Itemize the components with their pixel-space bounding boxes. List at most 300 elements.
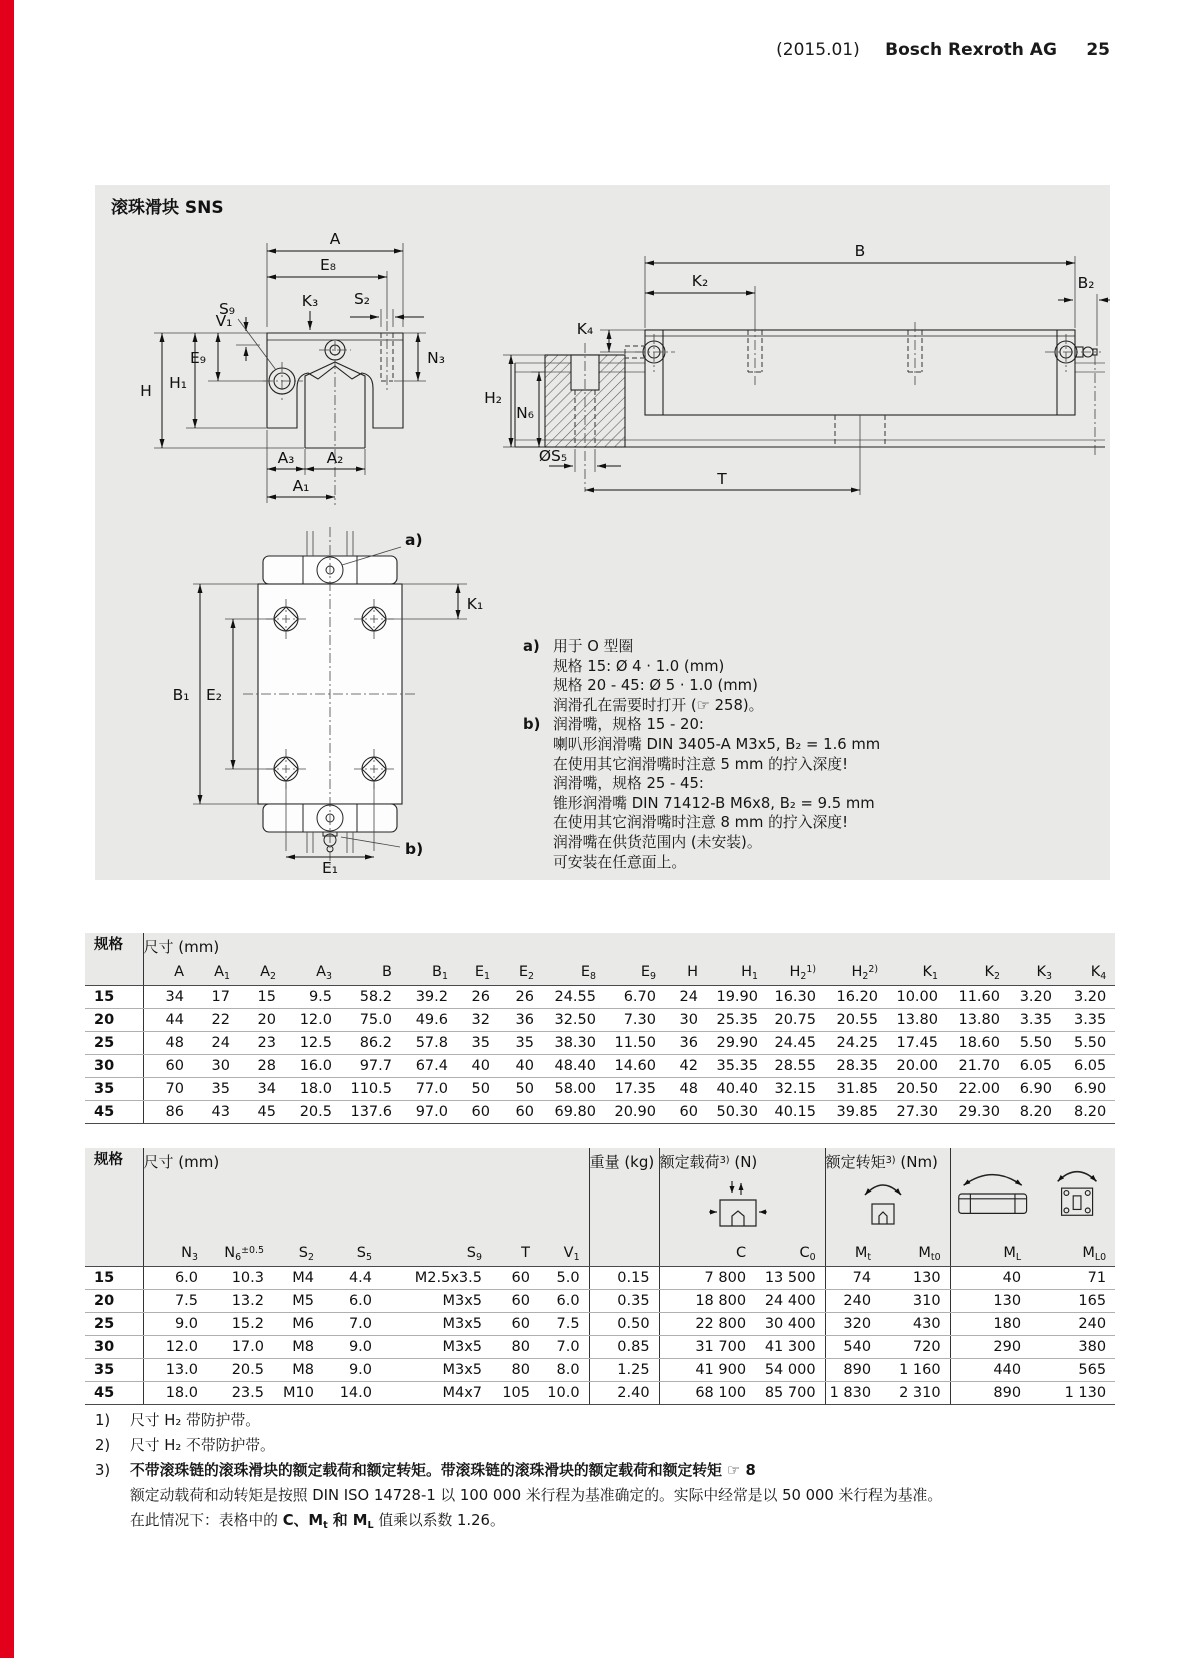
- value-cell: 7.30: [605, 1009, 665, 1032]
- value-cell: 60: [499, 1101, 543, 1124]
- ratings-table: [85, 1148, 1115, 1405]
- note-b-line: 锥形润滑嘴 DIN 71412-B M6x8, B₂ = 9.5 mm: [553, 794, 875, 812]
- torque-group-header: 额定转矩$^{3)}$ (Nm): [825, 1148, 950, 1240]
- dim-label-E1: E₁: [321, 859, 339, 877]
- size-cell: 25: [85, 1032, 143, 1055]
- value-cell: 39.85: [825, 1101, 887, 1124]
- column-header: $N_3$: [143, 1240, 207, 1267]
- value-cell: 24: [193, 1032, 239, 1055]
- value-cell: 48: [143, 1032, 193, 1055]
- size-cell: 30: [85, 1336, 143, 1359]
- value-cell: 18.0: [285, 1078, 341, 1101]
- note-a-line: 用于 O 型圈: [553, 638, 634, 655]
- note-a: [523, 637, 1098, 715]
- value-cell: 35: [499, 1032, 543, 1055]
- value-cell: 32: [457, 1009, 499, 1032]
- column-header: $H_2^{1)}$: [767, 959, 825, 986]
- value-cell: 3.20: [1009, 986, 1061, 1009]
- value-cell: 41 900: [659, 1359, 755, 1382]
- note-b-line: 在使用其它润滑嘴时注意 5 mm 的拧入深度!: [553, 755, 849, 773]
- dim-label-A2: A₂: [326, 449, 344, 467]
- value-cell: 18.60: [947, 1032, 1009, 1055]
- footnotes: [95, 1408, 1110, 1533]
- value-cell: 21.70: [947, 1055, 1009, 1078]
- value-cell: 48: [665, 1078, 707, 1101]
- column-header: $A_2$: [239, 959, 285, 986]
- value-cell: 20.90: [605, 1101, 665, 1124]
- value-cell: 9.0: [323, 1336, 381, 1359]
- column-header: $S_9$: [381, 1240, 491, 1267]
- value-cell: 10.0: [539, 1382, 589, 1405]
- value-cell: 45: [239, 1101, 285, 1124]
- value-cell: M3x5: [381, 1313, 491, 1336]
- table-row: [85, 1382, 1115, 1405]
- value-cell: 50.30: [707, 1101, 767, 1124]
- size-col-header: 规格: [85, 1148, 143, 1240]
- value-cell: 40.40: [707, 1078, 767, 1101]
- dim-label-A1: A₁: [292, 477, 310, 495]
- dim-table-column-headers: [85, 959, 1115, 986]
- value-cell: 110.5: [341, 1078, 401, 1101]
- load-direction-icon: [707, 1178, 769, 1234]
- value-cell: 6.05: [1009, 1055, 1061, 1078]
- dimensions-table: [85, 933, 1115, 1124]
- value-cell: 9.5: [285, 986, 341, 1009]
- value-cell: 13.2: [207, 1290, 273, 1313]
- value-cell: 28.35: [825, 1055, 887, 1078]
- value-cell: 2.40: [589, 1382, 659, 1405]
- value-cell: M4: [273, 1267, 323, 1290]
- value-cell: 36: [499, 1009, 543, 1032]
- column-header: $V_1$: [539, 1240, 589, 1267]
- value-cell: 6.70: [605, 986, 665, 1009]
- value-cell: 1.25: [589, 1359, 659, 1382]
- table-row: [85, 1336, 1115, 1359]
- value-cell: 4.4: [323, 1267, 381, 1290]
- footnote-1-marker: 1): [95, 1412, 111, 1429]
- torque-ml-group: [950, 1148, 1115, 1240]
- value-cell: 26: [499, 986, 543, 1009]
- load-group-header: 额定载荷$^{3)}$ (N): [659, 1148, 825, 1240]
- value-cell: 97.0: [401, 1101, 457, 1124]
- value-cell: 58.00: [543, 1078, 605, 1101]
- footnote-3: 3) 不带滚珠链的滚珠滑块的额定载荷和额定转矩。带滚珠链的滚珠滑块的额定载荷和额定转矩 ☞ 8: [95, 1458, 1110, 1483]
- value-cell: 35: [193, 1078, 239, 1101]
- value-cell: 24: [665, 986, 707, 1009]
- value-cell: 60: [143, 1055, 193, 1078]
- note-b-line: 喇叭形润滑嘴 DIN 3405-A M3x5, B₂ = 1.6 mm: [553, 735, 881, 753]
- value-cell: 8.20: [1009, 1101, 1061, 1124]
- note-b-line: 润滑嘴在供货范围内 (未安装)。: [553, 833, 762, 851]
- value-cell: 12.5: [285, 1032, 341, 1055]
- value-cell: 10.00: [887, 986, 947, 1009]
- header-brand: Bosch Rexroth AG: [885, 40, 1057, 60]
- column-header: $B_1$: [401, 959, 457, 986]
- column-header: $M_t$: [825, 1240, 880, 1267]
- column-header: B: [341, 959, 401, 986]
- column-header: $E_1$: [457, 959, 499, 986]
- value-cell: 5.50: [1061, 1032, 1115, 1055]
- value-cell: 25.35: [707, 1009, 767, 1032]
- value-cell: 70: [143, 1078, 193, 1101]
- column-header: C: [659, 1240, 755, 1267]
- value-cell: 7.0: [539, 1336, 589, 1359]
- value-cell: 80: [491, 1359, 539, 1382]
- value-cell: 15.2: [207, 1313, 273, 1336]
- column-header: $S_2$: [273, 1240, 323, 1267]
- side-view-drawing: [475, 200, 1110, 500]
- value-cell: 40: [950, 1267, 1030, 1290]
- value-cell: 60: [491, 1267, 539, 1290]
- torque-ml0-icon: [1048, 1164, 1106, 1220]
- value-cell: 23.5: [207, 1382, 273, 1405]
- drawing-panel: [95, 185, 1110, 880]
- value-cell: 130: [950, 1290, 1030, 1313]
- column-header: $A_1$: [193, 959, 239, 986]
- dim-label-H1: H₁: [169, 374, 187, 392]
- footnote-1: 1) 尺寸 H₂ 带防护带。: [95, 1408, 1110, 1433]
- value-cell: 42: [665, 1055, 707, 1078]
- footnote-3-cont: 额定动载荷和动转矩是按照 DIN ISO 14728-1 以 100 000 米行程为基准确定的。实际中经常是以 50 000 米行程为基准。: [130, 1487, 943, 1504]
- value-cell: 1 830: [825, 1382, 880, 1405]
- value-cell: 16.0: [285, 1055, 341, 1078]
- value-cell: M4x7: [381, 1382, 491, 1405]
- value-cell: 6.90: [1009, 1078, 1061, 1101]
- value-cell: 29.90: [707, 1032, 767, 1055]
- value-cell: M2.5x3.5: [381, 1267, 491, 1290]
- value-cell: 3.35: [1061, 1009, 1115, 1032]
- value-cell: 14.0: [323, 1382, 381, 1405]
- column-header: [589, 1240, 659, 1267]
- size-cell: 15: [85, 1267, 143, 1290]
- column-header: $C_0$: [755, 1240, 825, 1267]
- value-cell: 0.15: [589, 1267, 659, 1290]
- value-cell: 28.55: [767, 1055, 825, 1078]
- value-cell: 20.00: [887, 1055, 947, 1078]
- note-a-line: 规格 20 - 45: Ø 5 · 1.0 (mm): [553, 677, 758, 695]
- value-cell: 9.0: [323, 1359, 381, 1382]
- value-cell: 7.5: [143, 1290, 207, 1313]
- value-cell: 20.75: [767, 1009, 825, 1032]
- value-cell: 22 800: [659, 1313, 755, 1336]
- value-cell: 17.0: [207, 1336, 273, 1359]
- value-cell: 60: [457, 1101, 499, 1124]
- column-header: $A_3$: [285, 959, 341, 986]
- dim-label-E8: E₈: [319, 256, 337, 274]
- column-header: $K_4$: [1061, 959, 1115, 986]
- table-row: [85, 1055, 1115, 1078]
- value-cell: M3x5: [381, 1336, 491, 1359]
- size-cell: 20: [85, 1009, 143, 1032]
- size-cell: 30: [85, 1055, 143, 1078]
- value-cell: 11.50: [605, 1032, 665, 1055]
- value-cell: M6: [273, 1313, 323, 1336]
- value-cell: 8.0: [539, 1359, 589, 1382]
- value-cell: M5: [273, 1290, 323, 1313]
- value-cell: 137.6: [341, 1101, 401, 1124]
- value-cell: 3.20: [1061, 986, 1115, 1009]
- dim-label-E9: E₉: [189, 349, 207, 367]
- value-cell: 165: [1030, 1290, 1115, 1313]
- dim-label-S9: S₉: [218, 300, 236, 318]
- value-cell: 40.15: [767, 1101, 825, 1124]
- red-edge-stripe: [0, 0, 14, 1658]
- note-b-line: 可安装在任意面上。: [553, 853, 687, 871]
- front-view-drawing: [100, 213, 520, 513]
- value-cell: 380: [1030, 1336, 1115, 1359]
- value-cell: 74: [825, 1267, 880, 1290]
- note-b: [523, 715, 1098, 872]
- callout-a-label: a): [405, 531, 423, 549]
- column-header: $K_2$: [947, 959, 1009, 986]
- table-row: [85, 1290, 1115, 1313]
- value-cell: 320: [825, 1313, 880, 1336]
- value-cell: 32.15: [767, 1078, 825, 1101]
- value-cell: 24 400: [755, 1290, 825, 1313]
- value-cell: 97.7: [341, 1055, 401, 1078]
- value-cell: 24.45: [767, 1032, 825, 1055]
- table-row: [85, 1101, 1115, 1124]
- torque-ml-icon: [951, 1168, 1034, 1220]
- header-date: (2015.01): [776, 40, 860, 60]
- column-header: $K_3$: [1009, 959, 1061, 986]
- dim-label-K2: K₂: [691, 272, 709, 290]
- value-cell: 0.50: [589, 1313, 659, 1336]
- value-cell: 12.0: [285, 1009, 341, 1032]
- value-cell: 18.0: [143, 1382, 207, 1405]
- value-cell: 20.55: [825, 1009, 887, 1032]
- column-header: $S_5$: [323, 1240, 381, 1267]
- value-cell: 15: [239, 986, 285, 1009]
- value-cell: 75.0: [341, 1009, 401, 1032]
- footnote-2-marker: 2): [95, 1437, 111, 1454]
- footnote-3-marker: 3): [95, 1462, 111, 1479]
- value-cell: 6.0: [323, 1290, 381, 1313]
- figure-notes: [523, 637, 1098, 872]
- value-cell: 20.5: [285, 1101, 341, 1124]
- table-row: [85, 1359, 1115, 1382]
- value-cell: 30: [665, 1009, 707, 1032]
- value-cell: 71: [1030, 1267, 1115, 1290]
- value-cell: 16.20: [825, 986, 887, 1009]
- note-a-label: a): [523, 638, 540, 655]
- value-cell: 50: [457, 1078, 499, 1101]
- dim-label-S2: S₂: [353, 290, 371, 308]
- ratings-table-band: [85, 1148, 1115, 1240]
- dim-label-K1: K₁: [466, 595, 484, 613]
- dim-label-A: A: [329, 230, 341, 248]
- value-cell: 17.35: [605, 1078, 665, 1101]
- dim-label-N6: N₆: [516, 404, 534, 422]
- value-cell: 19.90: [707, 986, 767, 1009]
- column-header: $E_2$: [499, 959, 543, 986]
- value-cell: 34: [143, 986, 193, 1009]
- table-row: [85, 1032, 1115, 1055]
- value-cell: 5.0: [539, 1267, 589, 1290]
- value-cell: 41 300: [755, 1336, 825, 1359]
- column-header: $E_9$: [605, 959, 665, 986]
- value-cell: 58.2: [341, 986, 401, 1009]
- table-row: [85, 1078, 1115, 1101]
- dim-label-H: H: [140, 382, 152, 400]
- value-cell: 36: [665, 1032, 707, 1055]
- value-cell: 30: [193, 1055, 239, 1078]
- size-cell: 15: [85, 986, 143, 1009]
- value-cell: 310: [880, 1290, 950, 1313]
- value-cell: 6.0: [539, 1290, 589, 1313]
- value-cell: 1 160: [880, 1359, 950, 1382]
- value-cell: 130: [880, 1267, 950, 1290]
- dim-label-N3: N₃: [427, 349, 445, 367]
- value-cell: 22: [193, 1009, 239, 1032]
- value-cell: 0.35: [589, 1290, 659, 1313]
- value-cell: 31.85: [825, 1078, 887, 1101]
- note-b-line: 在使用其它润滑嘴时注意 8 mm 的拧入深度!: [553, 814, 849, 832]
- column-header: A: [143, 959, 193, 986]
- table-row: [85, 1313, 1115, 1336]
- value-cell: 67.4: [401, 1055, 457, 1078]
- value-cell: 27.30: [887, 1101, 947, 1124]
- value-cell: 720: [880, 1336, 950, 1359]
- value-cell: 60: [665, 1101, 707, 1124]
- value-cell: 17.45: [887, 1032, 947, 1055]
- dim-label-K4: K₄: [576, 320, 594, 338]
- value-cell: 23: [239, 1032, 285, 1055]
- value-cell: 20.50: [887, 1078, 947, 1101]
- value-cell: 13.0: [143, 1359, 207, 1382]
- value-cell: 11.60: [947, 986, 1009, 1009]
- value-cell: 40: [457, 1055, 499, 1078]
- note-b-label: b): [523, 716, 541, 734]
- note-a-line: 规格 15: Ø 4 · 1.0 (mm): [553, 657, 725, 675]
- value-cell: 180: [950, 1313, 1030, 1336]
- size-cell: 35: [85, 1359, 143, 1382]
- column-header: $M_L$: [950, 1240, 1030, 1267]
- value-cell: 5.50: [1009, 1032, 1061, 1055]
- value-cell: 240: [1030, 1313, 1115, 1336]
- column-header: $M_{t0}$: [880, 1240, 950, 1267]
- value-cell: 34: [239, 1078, 285, 1101]
- value-cell: 86.2: [341, 1032, 401, 1055]
- value-cell: M3x5: [381, 1359, 491, 1382]
- column-header: $H_1$: [707, 959, 767, 986]
- value-cell: 20: [239, 1009, 285, 1032]
- dim-label-V1: V₁: [215, 312, 233, 330]
- value-cell: 10.3: [207, 1267, 273, 1290]
- footnote-2: 2) 尺寸 H₂ 不带防护带。: [95, 1433, 1110, 1458]
- column-header: $K_1$: [887, 959, 947, 986]
- value-cell: 17: [193, 986, 239, 1009]
- value-cell: 6.05: [1061, 1055, 1115, 1078]
- value-cell: 69.80: [543, 1101, 605, 1124]
- value-cell: 49.6: [401, 1009, 457, 1032]
- value-cell: 7.0: [323, 1313, 381, 1336]
- value-cell: 6.0: [143, 1267, 207, 1290]
- column-header: $M_{L0}$: [1030, 1240, 1115, 1267]
- value-cell: 16.30: [767, 986, 825, 1009]
- value-cell: 26: [457, 986, 499, 1009]
- value-cell: 35: [457, 1032, 499, 1055]
- size-cell: 25: [85, 1313, 143, 1336]
- table-row: [85, 1267, 1115, 1290]
- value-cell: 9.0: [143, 1313, 207, 1336]
- value-cell: 565: [1030, 1359, 1115, 1382]
- value-cell: 240: [825, 1290, 880, 1313]
- value-cell: 0.85: [589, 1336, 659, 1359]
- value-cell: 890: [950, 1382, 1030, 1405]
- value-cell: 12.0: [143, 1336, 207, 1359]
- column-header: T: [491, 1240, 539, 1267]
- dim-label-B1: B₁: [172, 686, 190, 704]
- value-cell: 38.30: [543, 1032, 605, 1055]
- bottom-view-drawing: [155, 521, 555, 877]
- value-cell: 8.20: [1061, 1101, 1115, 1124]
- dim-label-S5: ØS₅: [538, 447, 568, 465]
- dim-label-E2: E₂: [205, 686, 223, 704]
- size-cell: 20: [85, 1290, 143, 1313]
- value-cell: 85 700: [755, 1382, 825, 1405]
- page-header: [776, 40, 1110, 60]
- value-cell: 40: [499, 1055, 543, 1078]
- value-cell: 290: [950, 1336, 1030, 1359]
- value-cell: 24.25: [825, 1032, 887, 1055]
- dim-label-B2: B₂: [1077, 274, 1095, 292]
- value-cell: 32.50: [543, 1009, 605, 1032]
- value-cell: 68 100: [659, 1382, 755, 1405]
- value-cell: 31 700: [659, 1336, 755, 1359]
- ratings-table-column-headers: [85, 1240, 1115, 1267]
- column-header: $E_8$: [543, 959, 605, 986]
- value-cell: M3x5: [381, 1290, 491, 1313]
- dim-label-H2: H₂: [484, 389, 502, 407]
- figure-title: 滚珠滑块 SNS: [111, 198, 224, 218]
- header-page-number: 25: [1086, 40, 1110, 60]
- value-cell: 105: [491, 1382, 539, 1405]
- value-cell: 54 000: [755, 1359, 825, 1382]
- value-cell: 60: [491, 1313, 539, 1336]
- size-cell: 35: [85, 1078, 143, 1101]
- value-cell: 3.35: [1009, 1009, 1061, 1032]
- value-cell: 13 500: [755, 1267, 825, 1290]
- value-cell: 14.60: [605, 1055, 665, 1078]
- value-cell: 77.0: [401, 1078, 457, 1101]
- value-cell: 18 800: [659, 1290, 755, 1313]
- value-cell: 48.40: [543, 1055, 605, 1078]
- value-cell: 39.2: [401, 986, 457, 1009]
- value-cell: 13.80: [947, 1009, 1009, 1032]
- dim-group-header: 尺寸 (mm): [143, 933, 1115, 959]
- size-cell: 45: [85, 1101, 143, 1124]
- value-cell: 430: [880, 1313, 950, 1336]
- value-cell: M8: [273, 1336, 323, 1359]
- value-cell: 890: [825, 1359, 880, 1382]
- value-cell: 30 400: [755, 1313, 825, 1336]
- dim-label-K3: K₃: [301, 292, 319, 310]
- value-cell: 35.35: [707, 1055, 767, 1078]
- value-cell: M10: [273, 1382, 323, 1405]
- note-a-line: 润滑孔在需要时打开 (☞ 258)。: [553, 696, 764, 714]
- value-cell: 440: [950, 1359, 1030, 1382]
- torque-mt-icon: [855, 1178, 911, 1230]
- size-col-header: 规格: [85, 933, 143, 959]
- dim-group-header: 尺寸 (mm): [143, 1148, 589, 1240]
- value-cell: 2 310: [880, 1382, 950, 1405]
- value-cell: 7.5: [539, 1313, 589, 1336]
- callout-b-label: b): [405, 840, 424, 858]
- table-row: [85, 1009, 1115, 1032]
- value-cell: 7 800: [659, 1267, 755, 1290]
- value-cell: 28: [239, 1055, 285, 1078]
